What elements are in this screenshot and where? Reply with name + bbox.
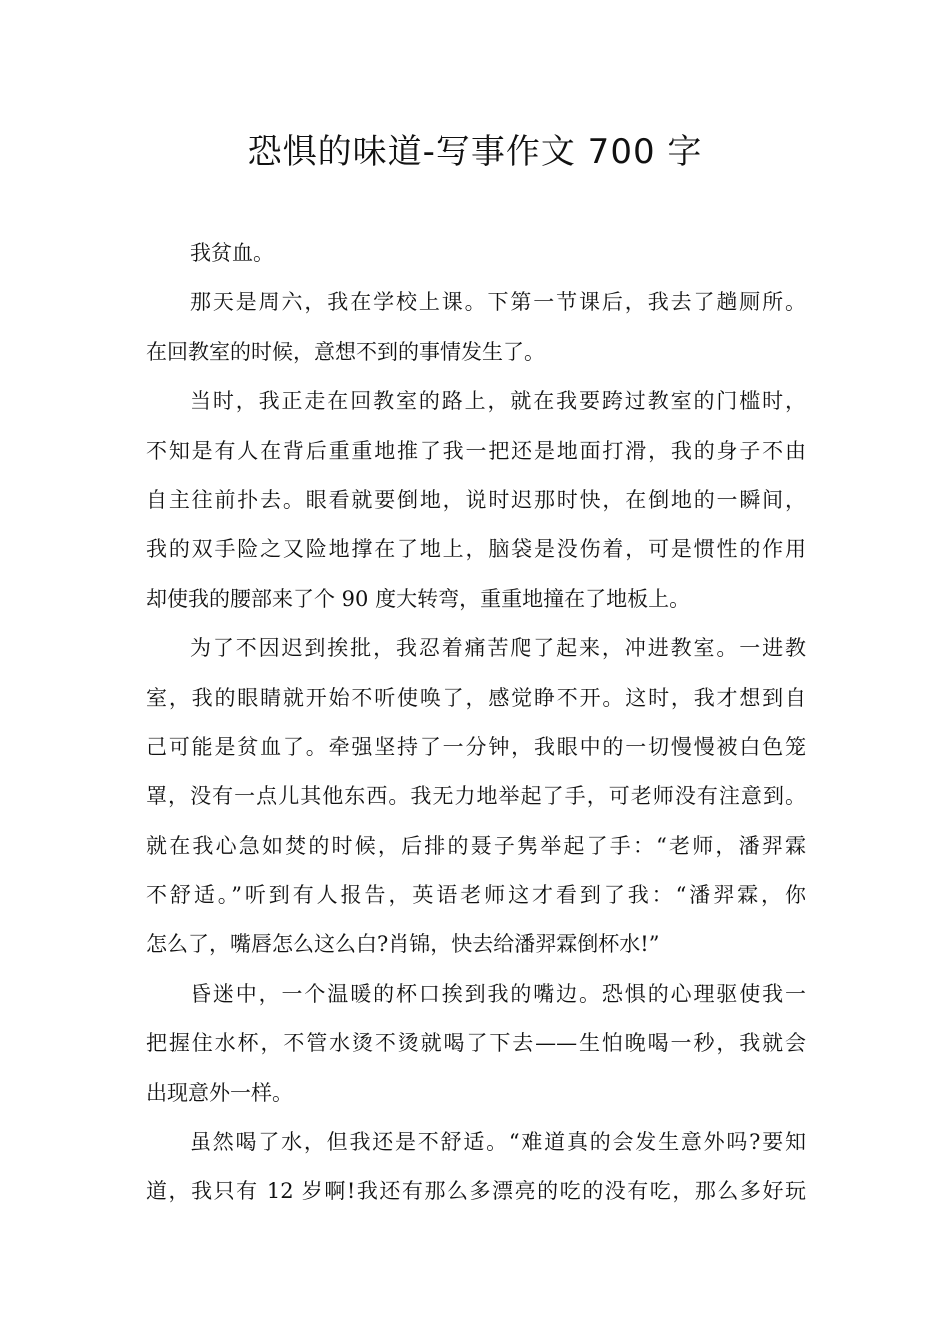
text-line: 在回教室的时候，意想不到的事情发生了。 <box>146 339 545 364</box>
text-line: 室，我的眼睛就开始不听使唤了，感觉睁不开。这时，我才想到自 <box>146 685 806 710</box>
document-body <box>146 229 806 1217</box>
text-line: 我贫血。 <box>190 241 274 265</box>
text-line: 不舒适。”听到有人报告，英语老师这才看到了我：“潘羿霖，你 <box>146 883 806 908</box>
text-line: 罩，没有一点儿其他东西。我无力地举起了手，可老师没有注意到。 <box>146 784 806 809</box>
text-line: 不知是有人在背后重重地推了我一把还是地面打滑，我的身子不由 <box>146 438 806 463</box>
document-title: 恐惧的味道-写事作文 700 字 <box>247 132 703 172</box>
text-line: 当时，我正走在回教室的路上，就在我要跨过教室的门槛时， <box>190 389 806 414</box>
text-line: 那天是周六，我在学校上课。下第一节课后，我去了趟厕所。 <box>190 290 806 315</box>
text-line: 我的双手险之又险地撑在了地上，脑袋是没伤着，可是惯性的作用 <box>146 537 806 562</box>
text-line: 就在我心急如焚的时候，后排的聂子隽举起了手：“老师，潘羿霖 <box>146 833 806 858</box>
text-line: 己可能是贫血了。牵强坚持了一分钟，我眼中的一切慢慢被白色笼 <box>146 734 806 759</box>
text-line: 却使我的腰部来了个 90 度大转弯，重重地撞在了地板上。 <box>146 586 691 611</box>
text-line: 道，我只有 12 岁啊!我还有那么多漂亮的吃的没有吃，那么多好玩 <box>146 1179 806 1204</box>
text-line: 把握住水杯，不管水烫不烫就喝了下去——生怕晚喝一秒，我就会 <box>146 1031 806 1056</box>
text-line: 虽然喝了水，但我还是不舒适。“难道真的会发生意外吗?要知 <box>190 1130 806 1155</box>
text-line: 为了不因迟到挨批，我忍着痛苦爬了起来，冲进教室。一进教 <box>190 636 806 661</box>
text-line: 昏迷中，一个温暖的杯口挨到我的嘴边。恐惧的心理驱使我一 <box>190 981 806 1006</box>
text-line: 怎么了，嘴唇怎么这么白?肖锦，快去给潘羿霖倒杯水!” <box>146 932 660 957</box>
text-line: 自主往前扑去。眼看就要倒地，说时迟那时快，在倒地的一瞬间， <box>146 487 806 512</box>
text-line: 出现意外一样。 <box>146 1080 293 1105</box>
